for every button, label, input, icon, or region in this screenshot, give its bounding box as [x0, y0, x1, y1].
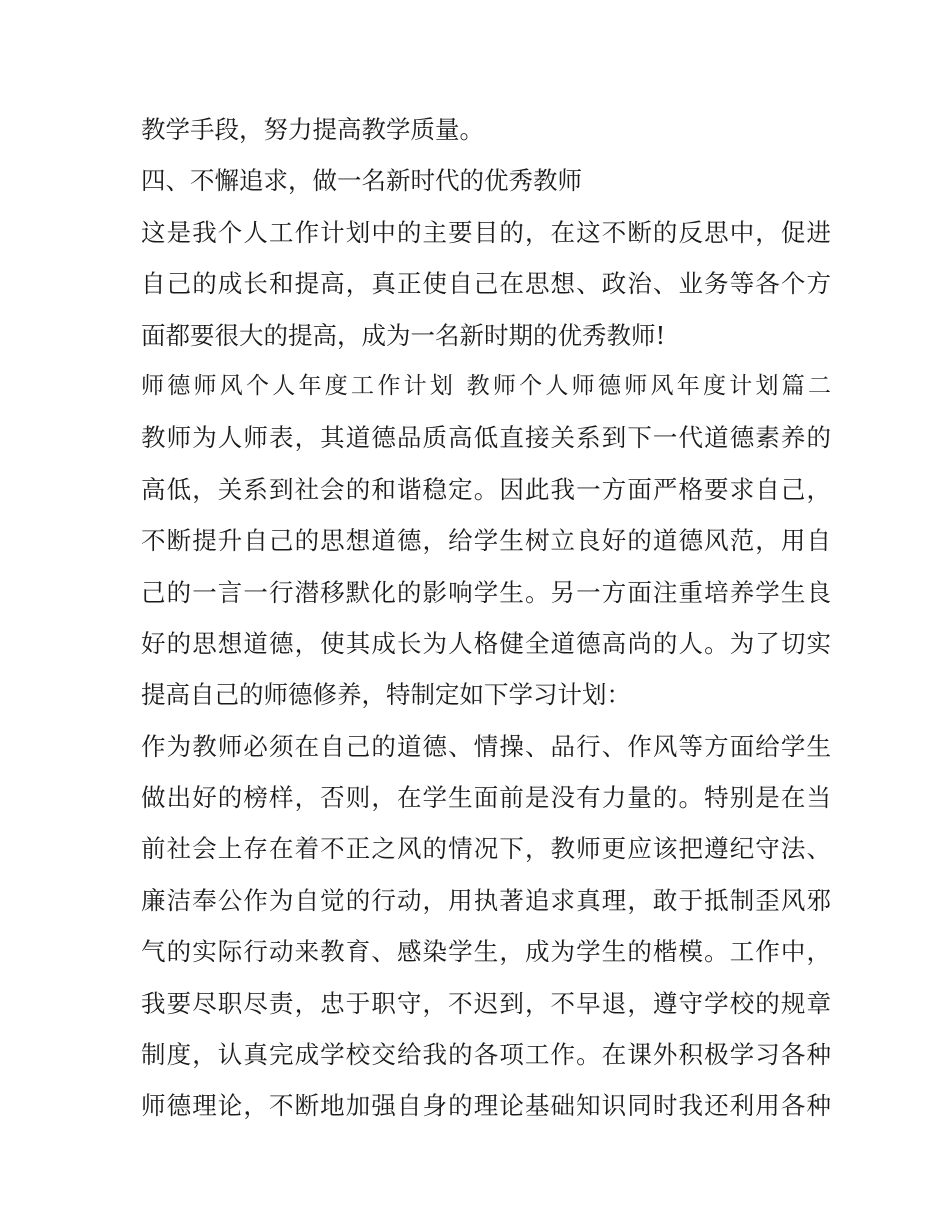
text-line: 自己的成长和提高，真正使自己在思想、政治、业务等各个方: [141, 269, 831, 299]
text-line: 教学手段，努力提高教学质量。: [141, 115, 484, 144]
text-line: 我要尽职尽责，忠于职守，不迟到，不早退，遵守学校的规章: [141, 988, 831, 1018]
text-line: 不断提升自己的思想道德，给学生树立良好的道德风范，用自: [141, 526, 831, 556]
text-line: 教师为人师表，其道德品质高低直接关系到下一代道德素养的: [141, 423, 831, 453]
text-line: 面都要很大的提高，成为一名新时期的优秀教师!: [141, 320, 666, 350]
text-line: 廉洁奉公作为自觉的行动，用执著追求真理，敢于抵制歪风邪: [141, 885, 831, 915]
text-line: 己的一言一行潜移默化的影响学生。另一方面注重培养学生良: [141, 577, 831, 607]
body-text: [141, 104, 831, 1132]
section-heading: 四、不懈追求，做一名新时代的优秀教师: [141, 166, 582, 196]
text-line: 做出好的榜样，否则，在学生面前是没有力量的。特别是在当: [141, 783, 831, 813]
text-line: 作为教师必须在自己的道德、情操、品行、作风等方面给学生: [141, 731, 831, 761]
text-line: 好的思想道德，使其成长为人格健全道德高尚的人。为了切实: [141, 628, 831, 658]
text-line: 制度，认真完成学校交给我的各项工作。在课外积极学习各种: [141, 1040, 831, 1070]
text-line: 前社会上存在着不正之风的情况下，教师更应该把遵纪守法、: [141, 834, 831, 864]
text-line: 气的实际行动来教育、感染学生，成为学生的楷模。工作中，: [141, 937, 831, 967]
text-line: 提高自己的师德修养，特制定如下学习计划：: [141, 680, 631, 710]
text-line: 高低，关系到社会的和谐稳定。因此我一方面严格要求自己，: [141, 474, 831, 504]
article-title: 师德师风个人年度工作计划 教师个人师德师风年度计划篇二: [141, 372, 831, 399]
text-line: 师德理论，不断地加强自身的理论基础知识同时我还利用各种: [141, 1091, 831, 1121]
text-line: 这是我个人工作计划中的主要目的，在这不断的反思中，促进: [141, 217, 831, 247]
